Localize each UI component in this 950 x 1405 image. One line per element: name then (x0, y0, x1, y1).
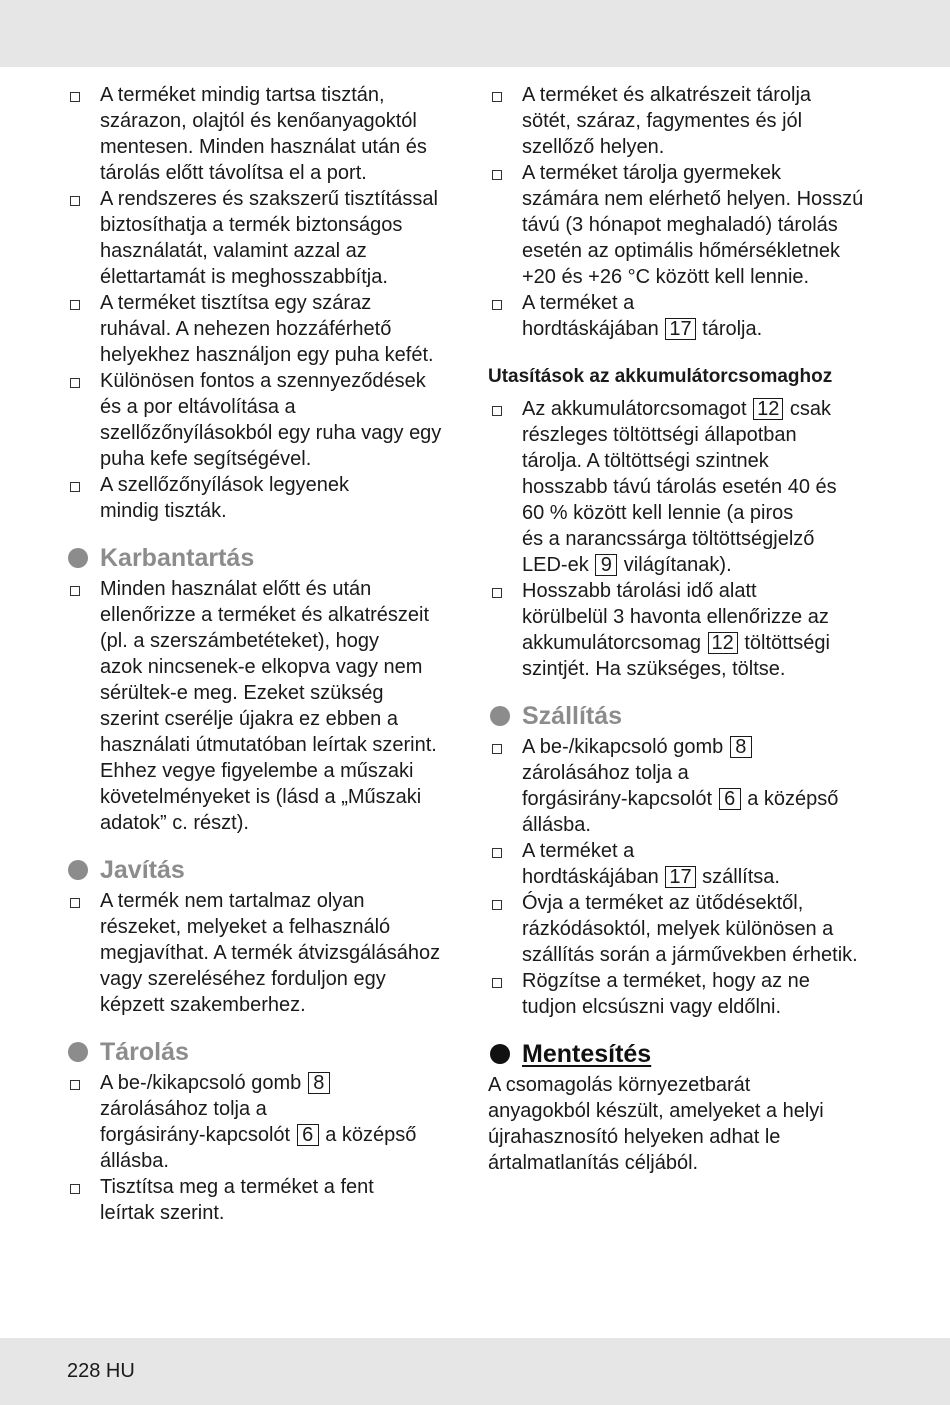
checkbox-bullet-icon (492, 900, 502, 910)
right-column (488, 82, 898, 1176)
section-heading-tarolas (66, 1034, 470, 1070)
part-reference-number: 9 (595, 554, 617, 576)
section-heading-javitas (66, 852, 470, 888)
battery-list (488, 396, 898, 682)
list-item (66, 1174, 470, 1226)
text-segment: A terméket tisztítsa egy száraz ruhával. A nehezen hozzáférhető helyekhez használjon egy puha kefét. (100, 292, 434, 366)
text-segment: Rögzítse a terméket, hogy az ne tudjon elcsúszni vagy eldőlni. (522, 970, 810, 1018)
list-item (488, 968, 898, 1020)
disposal-paragraph: A csomagolás környezetbarát anyagokból készült, amelyeket a helyi újrahasznosító helyeken adhat le ártalmatlanítás céljából. (488, 1074, 824, 1174)
text-segment: Óvja a terméket az ütődésektől, rázkódásoktól, melyek különösen a szállítás során a járművekben érhetik. (522, 892, 858, 966)
text-segment: A be-/kikapcsoló gomb (522, 736, 729, 758)
item-text (100, 472, 470, 524)
javitas-list (66, 888, 470, 1018)
item-text (100, 576, 470, 836)
part-reference-number: 6 (297, 1124, 319, 1146)
item-text (522, 578, 898, 682)
checkbox-bullet-icon (70, 92, 80, 102)
section-heading-karbantartas (66, 540, 470, 576)
section-heading-mentesites (488, 1036, 898, 1072)
checkbox-bullet-icon (492, 406, 502, 416)
checkbox-bullet-icon (70, 586, 80, 596)
part-reference-number: 17 (665, 866, 695, 888)
list-item (488, 838, 898, 890)
checkbox-bullet-icon (70, 1184, 80, 1194)
text-segment: A termék nem tartalmaz olyan részeket, melyeket a felhasználó megjavíthat. A termék átvizsgálásához vagy szereléséhez forduljon egy képzett szakemberhez. (100, 890, 441, 1016)
section-title: Mentesítés (522, 1040, 652, 1068)
battery-subheading: Utasítások az akkumulátorcsomaghoz (488, 366, 833, 387)
text-segment: Tisztítsa meg a terméket a fent leírtak szerint. (100, 1176, 374, 1224)
part-reference-number: 12 (753, 398, 783, 420)
item-text (100, 368, 470, 472)
text-segment: csak részleges töltöttségi állapotban tárolja. A töltöttségi szintnek hosszabb távú tárolás esetén 40 és 60 % között kell lennie (a piros és a narancssárga töltöttségjelző LED-ek (522, 398, 837, 576)
list-item (66, 888, 470, 1018)
item-text (100, 1174, 470, 1226)
karbantartas-list (66, 576, 470, 836)
text-segment: A terméket a hordtáskájában (522, 840, 659, 888)
text-segment: A szellőzőnyílások legyenek mindig tiszták. (100, 474, 350, 522)
checkbox-bullet-icon (70, 1080, 80, 1090)
part-reference-number: 8 (730, 736, 752, 758)
checkbox-bullet-icon (70, 482, 80, 492)
tarolas-list (66, 1070, 470, 1226)
text-segment: a középső állásba. (100, 1124, 417, 1172)
section-title: Szállítás (522, 702, 623, 730)
text-segment: A be-/kikapcsoló gomb (100, 1072, 307, 1094)
bullet-dot-icon (68, 860, 88, 880)
item-text (522, 890, 898, 968)
list-item (488, 890, 898, 968)
list-item (66, 472, 470, 524)
item-text (522, 968, 898, 1020)
item-text (100, 82, 470, 186)
text-segment: világítanak). (618, 554, 732, 576)
checkbox-bullet-icon (70, 300, 80, 310)
list-item (488, 578, 898, 682)
list-item (488, 396, 898, 578)
text-segment: a középső állásba. (522, 788, 839, 836)
section-title: Tárolás (100, 1038, 189, 1066)
bullet-dot-icon (490, 706, 510, 726)
checkbox-bullet-icon (492, 92, 502, 102)
cleaning-list (66, 82, 470, 524)
item-text (100, 290, 470, 368)
list-item (66, 1070, 470, 1174)
item-text (522, 160, 898, 290)
top-band (0, 0, 950, 67)
list-item (66, 576, 470, 836)
checkbox-bullet-icon (492, 744, 502, 754)
bullet-dot-icon (490, 1044, 510, 1064)
list-item (488, 290, 898, 342)
part-reference-number: 8 (308, 1072, 330, 1094)
text-segment: szállítsa. (696, 866, 780, 888)
checkbox-bullet-icon (492, 588, 502, 598)
text-segment: zárolásához tolja a forgásirány-kapcsolót (522, 762, 713, 810)
part-reference-number: 17 (665, 318, 695, 340)
item-text (100, 1070, 470, 1174)
list-item (66, 290, 470, 368)
szallitas-list (488, 734, 898, 1020)
text-segment: Különösen fontos a szennyeződések és a por eltávolítása a szellőzőnyílásokból egy ruha vagy egy puha kefe segítségével. (100, 370, 442, 470)
text-segment: A terméket mindig tartsa tisztán, szárazon, olajtól és kenőanyagoktól mentesen. Minden használat után és tárolás előtt távolítsa el a port. (100, 84, 427, 184)
text-segment: töltöttségi szintjét. Ha szükséges, töltse. (522, 632, 830, 680)
text-segment: A terméket és alkatrészeit tárolja sötét, száraz, fagymentes és jól szellőző helyen. (522, 84, 812, 158)
checkbox-bullet-icon (492, 978, 502, 988)
list-item (488, 82, 898, 160)
part-reference-number: 6 (719, 788, 741, 810)
page-number: 228 HU (67, 1360, 135, 1382)
item-text (100, 888, 470, 1018)
item-text (522, 734, 898, 838)
text-segment: Hosszabb tárolási idő alatt körülbelül 3 havonta ellenőrizze az akkumulátorcsomag (522, 580, 829, 654)
checkbox-bullet-icon (70, 898, 80, 908)
checkbox-bullet-icon (70, 196, 80, 206)
checkbox-bullet-icon (492, 848, 502, 858)
item-text (522, 290, 898, 342)
text-segment: Az akkumulátorcsomagot (522, 398, 753, 420)
checkbox-bullet-icon (492, 170, 502, 180)
text-segment: A terméket tárolja gyermekek számára nem elérhető helyen. Hosszú távú (3 hónapot meghaladó) tárolás esetén az optimális hőmérsékletnek +20 és +26 °C között kell lennie. (522, 162, 864, 288)
list-item (66, 186, 470, 290)
item-text (522, 82, 898, 160)
part-reference-number: 12 (708, 632, 738, 654)
list-item (66, 82, 470, 186)
checkbox-bullet-icon (492, 300, 502, 310)
text-segment: A rendszeres és szakszerű tisztítással biztosíthatja a termék biztonságos használatát, valamint azzal az élettartamát is meghosszabbítja. (100, 188, 438, 288)
text-segment: Minden használat előtt és után ellenőrizze a terméket és alkatrészeit (pl. a szerszámbetéteket), hogy azok nincsenek-e elkopva vagy nem sérültek-e meg. Ezeket szükség szerint cserélje újakra ez ebben a használati útmutatóban leírtak szerint. Ehhez vegye figyelembe a műszaki követelményeket is (lásd a „Műszaki adatok” c. részt). (100, 578, 437, 834)
item-text (522, 838, 898, 890)
section-title: Javítás (100, 856, 185, 884)
text-segment: A terméket a hordtáskájában (522, 292, 659, 340)
item-text (100, 186, 470, 290)
checkbox-bullet-icon (70, 378, 80, 388)
bottom-band (0, 1338, 950, 1405)
bullet-dot-icon (68, 1042, 88, 1062)
item-text (522, 396, 898, 578)
text-segment: zárolásához tolja a forgásirány-kapcsolót (100, 1098, 291, 1146)
bullet-dot-icon (68, 548, 88, 568)
list-item (66, 368, 470, 472)
storage-list (488, 82, 898, 342)
list-item (488, 160, 898, 290)
section-heading-szallitas (488, 698, 898, 734)
list-item (488, 734, 898, 838)
text-segment: tárolja. (696, 318, 763, 340)
left-column (66, 82, 470, 1226)
section-title: Karbantartás (100, 544, 255, 572)
